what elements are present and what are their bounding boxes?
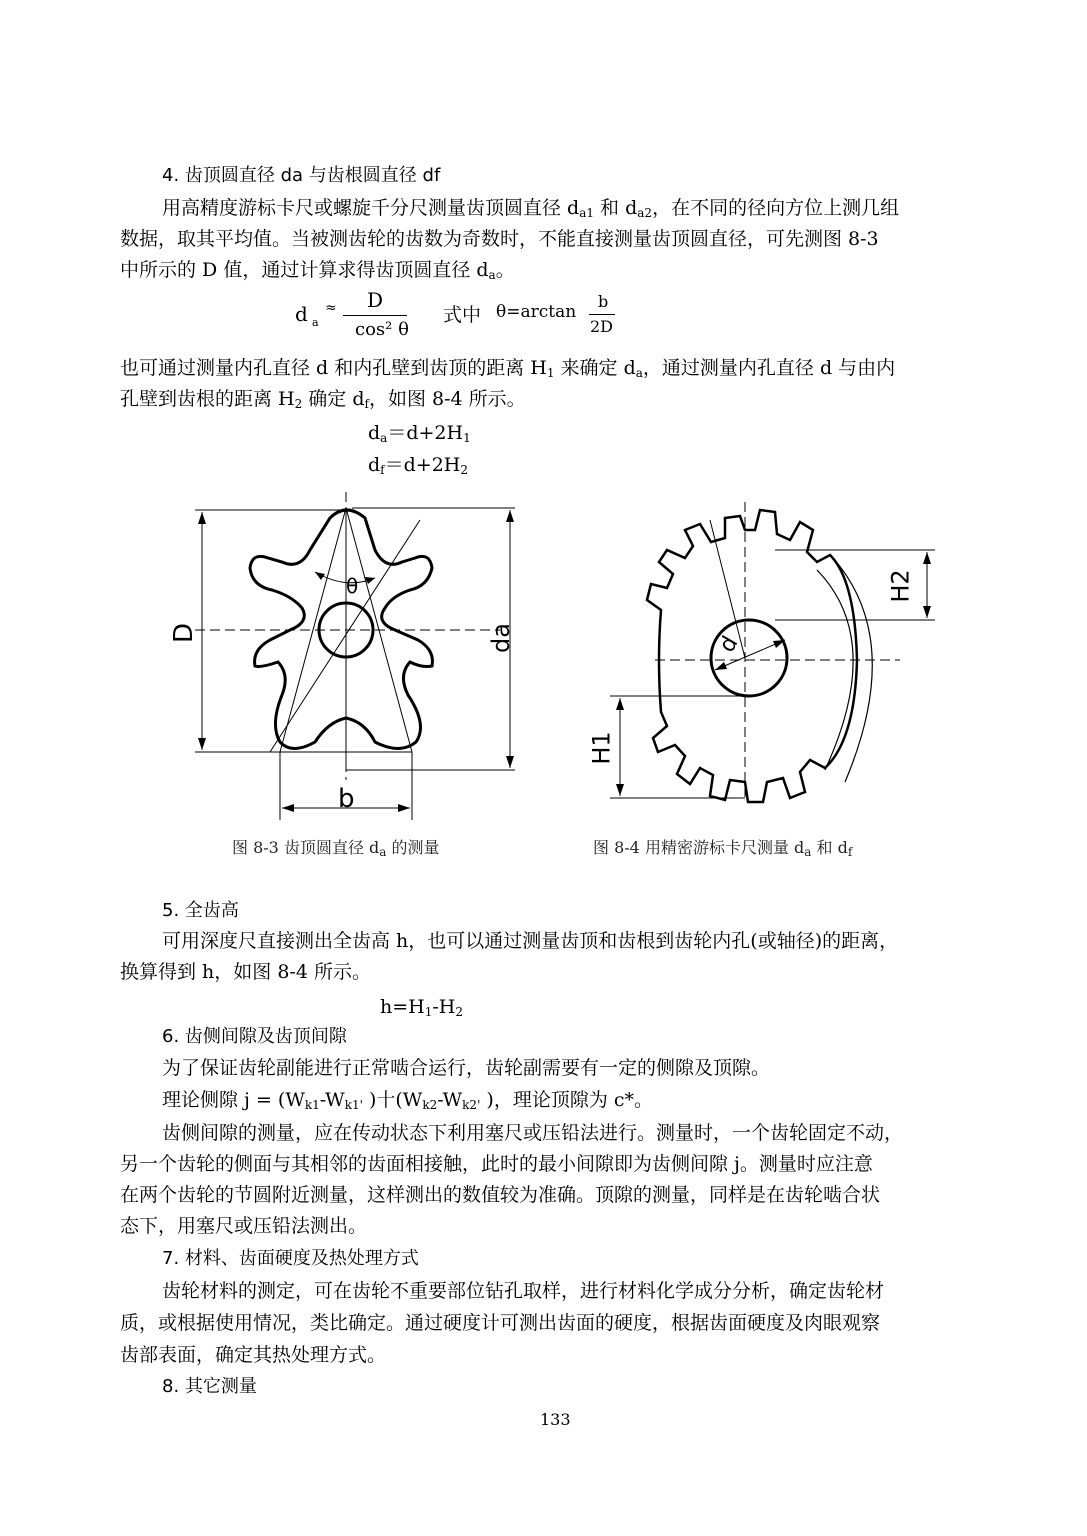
section-4-heading: 4. 齿顶圆直径 da 与齿根圆直径 df [162, 165, 441, 186]
equation-da: $d_a=d+2H_1$ [368, 422, 471, 445]
section-8-heading: 8. 其它测量 [162, 1376, 257, 1397]
gear-outline [250, 510, 432, 749]
section-6-paragraph-line-2: 理论侧隙 $j = (W_{k1}-W_{k1'}$ )十($W_{k2}-W_{k2'}$ )，理论顶隙为 c*。 [162, 1089, 654, 1112]
section-6-paragraph-line-1: 为了保证齿轮副能进行正常啮合运行，齿轮副需要有一定的侧隙及顶隙。 [162, 1057, 771, 1079]
section-5-paragraph-line-2: 换算得到 h，如图 8-4 所示。 [120, 961, 371, 983]
section-6-paragraph-line-3: 齿侧间隙的测量，应在传动状态下利用塞尺或压铅法进行。测量时，一个齿轮固定不动， [162, 1122, 904, 1144]
section-6-paragraph-line-6: 态下，用塞尺或压铅法测出。 [120, 1215, 368, 1237]
label-D: D [169, 622, 200, 644]
fraction-bar [343, 315, 407, 316]
equation-df: $d_f=d+2H_2$ [368, 454, 469, 477]
section-4-paragraph-line-2: 数据，取其平均值。当被测齿轮的齿数为奇数时，不能直接测量齿顶圆直径，可先测图 8-3 [120, 228, 879, 250]
section-6-heading: 6. 齿侧间隙及齿顶间隙 [162, 1026, 347, 1047]
section-4-paragraph-line-5: 孔壁到齿根的距离 $H_2$ 确定 $d_f$，如图 8-4 所示。 [120, 388, 526, 411]
label-theta: θ [346, 574, 359, 598]
figure-8-4-caption: 图 8-4 用精密游标卡尺测量 $d_a$ 和 $d_f$ [593, 838, 853, 859]
section-6-paragraph-line-5: 在两个齿轮的节圆附近测量，这样测出的数值较为准确。顶隙的测量，同样是在齿轮啮合状 [120, 1184, 881, 1206]
section-7-heading: 7. 材料、齿面硬度及热处理方式 [162, 1248, 419, 1269]
gear-bore [711, 620, 787, 696]
figure-8-3-caption: 图 8-3 齿顶圆直径 $d_a$ 的测量 [232, 838, 440, 859]
label-d: d [714, 632, 744, 657]
label-H2: H2 [886, 569, 915, 603]
section-5-paragraph-line-1: 可用深度尺直接测出全齿高 h，也可以通过测量齿顶和齿根到齿轮内孔(或轴径)的距离， [162, 930, 899, 952]
page-number: 133 [540, 1410, 571, 1429]
label-H1: H1 [587, 731, 616, 765]
equation-h: $h=H_1-H_2$ [380, 996, 464, 1019]
section-7-paragraph-line-2: 质，或根据使用情况，类比确定。通过硬度计可测出齿面的硬度，根据齿面硬度及肉眼观察 [120, 1312, 881, 1334]
section-4-paragraph-line-1: 用高精度游标卡尺或螺旋千分尺测量齿顶圆直径 $d_{a1}$ 和 $d_{a2}$，在不同的径向方位上测几组 [162, 197, 900, 220]
section-7-paragraph-line-3: 齿部表面，确定其热处理方式。 [120, 1344, 387, 1366]
figure-8-4-drawing [585, 500, 945, 810]
figure-8-3-drawing [170, 490, 540, 830]
gear-outline [647, 510, 857, 802]
section-5-heading: 5. 全齿高 [162, 900, 239, 921]
section-4-paragraph-line-4: 也可通过测量内孔直径 d 和内孔壁到齿顶的距离 $H_1$ 来确定 $d_a$，通过测量内孔直径 d 与由内 [120, 357, 896, 380]
section-7-paragraph-line-1: 齿轮材料的测定，可在齿轮不重要部位钻孔取样，进行材料化学成分分析，确定齿轮材 [162, 1280, 885, 1302]
fraction-bar-2 [589, 314, 615, 315]
section-6-paragraph-line-4: 另一个齿轮的侧面与其相邻的齿面相接触，此时的最小间隙即为齿侧间隙 j。测量时应注意 [120, 1153, 873, 1175]
section-4-paragraph-line-3: 中所示的 D 值，通过计算求得齿顶圆直径 $d_a$。 [120, 259, 515, 282]
label-da: da [486, 623, 515, 653]
label-b: b [338, 784, 355, 814]
formula-da: d a ≈ D cos² θ 式中 θ=arctan b 2D [295, 288, 614, 340]
